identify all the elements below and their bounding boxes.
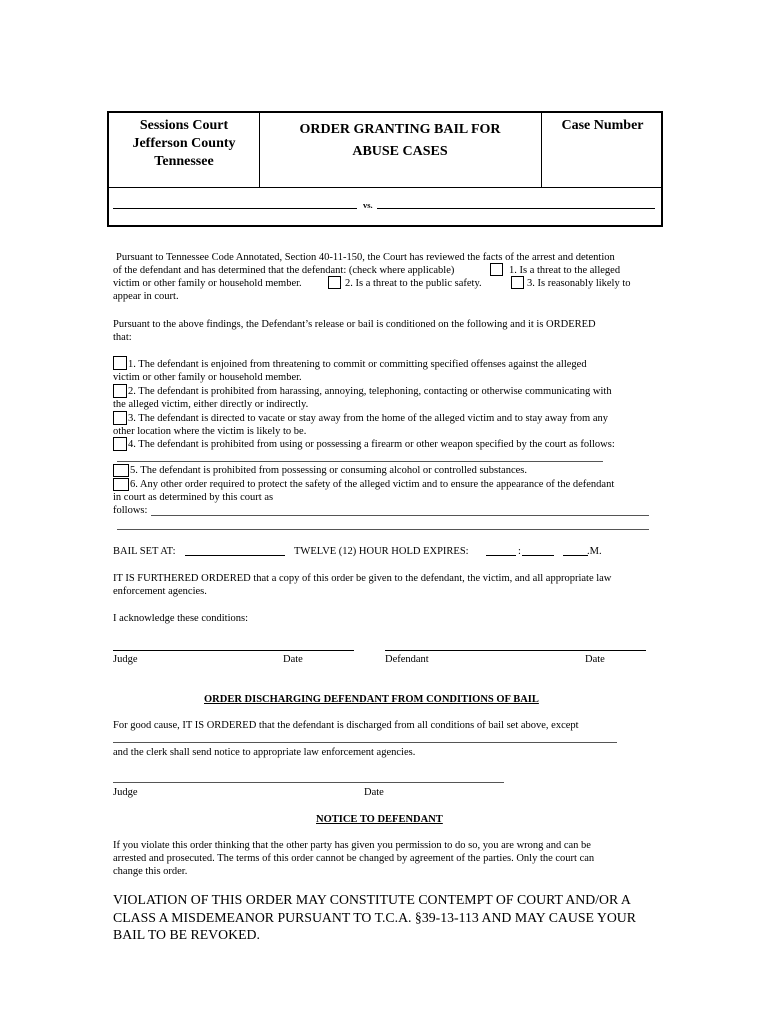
- discharge-line-2: and the clerk shall send notice to appropriate law enforcement agencies.: [113, 747, 416, 758]
- warning-line-3: BAIL TO BE REVOKED.: [113, 927, 260, 943]
- condition-2-text-cont: the alleged victim, either directly or indirectly.: [113, 399, 309, 410]
- hold-m-suffix: .M.: [587, 546, 602, 557]
- condition-4-checkbox[interactable]: [113, 437, 127, 451]
- condition-6-text: 6. Any other order required to protect the safety of the alleged victim and to ensure the appearance of the defendant: [130, 479, 615, 490]
- hold-hour-field[interactable]: [486, 555, 516, 556]
- condition-1-text: 1. The defendant is enjoined from threatening to commit or committing specified offenses against the alleged: [128, 359, 587, 370]
- condition-3-checkbox[interactable]: [113, 411, 127, 425]
- hold-time-colon: :: [518, 546, 521, 557]
- condition-5-checkbox[interactable]: [113, 464, 129, 477]
- condition-2-text: 2. The defendant is prohibited from harassing, annoying, telephoning, contacting or otherwise communicating with: [128, 386, 612, 397]
- discharge-judge-label: Judge: [113, 787, 138, 798]
- defendant-line[interactable]: [377, 208, 655, 209]
- header-box: [107, 111, 663, 227]
- discharge-date-label: Date: [364, 787, 384, 798]
- discharge-heading: ORDER DISCHARGING DEFENDANT FROM CONDITIONS OF BAIL: [204, 694, 539, 705]
- court-line-2: Jefferson County: [132, 136, 236, 151]
- acknowledge-text: I acknowledge these conditions:: [113, 613, 249, 624]
- form-title-line-2: ABUSE CASES: [352, 144, 448, 159]
- notice-line-3: change this order.: [113, 866, 188, 877]
- condition-6-follows: follows:: [113, 505, 148, 516]
- notice-line-1: If you violate this order thinking that the other party has given you permission to do so, you are wrong and can be: [113, 840, 591, 851]
- discharge-line-1: For good cause, IT IS ORDERED that the defendant is discharged from all conditions of bail set above, except: [113, 720, 579, 731]
- condition-2-checkbox[interactable]: [113, 384, 127, 398]
- weapon-specification-line[interactable]: [117, 461, 603, 462]
- notice-heading: NOTICE TO DEFENDANT: [316, 814, 443, 825]
- threat-victim-label: 1. Is a threat to the alleged: [509, 265, 621, 276]
- header-top-row: [109, 113, 661, 188]
- court-name: [109, 117, 259, 171]
- condition-6-checkbox[interactable]: [113, 478, 129, 491]
- intro-line-3: victim or other family or household member.: [113, 278, 302, 289]
- plaintiff-line[interactable]: [113, 208, 357, 209]
- case-number-label: Case Number: [561, 118, 644, 133]
- judge-signature-line[interactable]: [113, 650, 354, 651]
- intro-line-4: appear in court.: [113, 291, 179, 302]
- condition-6-text-cont: in court as determined by this court as: [113, 492, 274, 503]
- further-ordered-line-2: enforcement agencies.: [113, 586, 207, 597]
- findings-line-2: that:: [113, 332, 132, 343]
- hold-minute-field[interactable]: [522, 555, 554, 556]
- bail-set-at-label: BAIL SET AT:: [113, 546, 176, 557]
- form-title: [259, 119, 541, 163]
- notice-line-2: arrested and prosecuted. The terms of this order cannot be changed by agreement of the parties. Only the court can: [113, 853, 595, 864]
- intro-line-1: Pursuant to Tennessee Code Annotated, Section 40-11-150, the Court has reviewed the facts of the arrest and detention: [116, 252, 615, 263]
- condition-4-text: 4. The defendant is prohibited from using or possessing a firearm or other weapon specified by the court as follows:: [128, 439, 615, 450]
- likely-appear-label: 3. Is reasonably likely to: [527, 278, 631, 289]
- violation-warning: [113, 891, 673, 944]
- warning-line-1: VIOLATION OF THIS ORDER MAY CONSTITUTE CONTEMPT OF COURT AND/OR A: [113, 892, 631, 907]
- condition-1-checkbox[interactable]: [113, 356, 127, 370]
- warning-line-2: CLASS A MISDEMEANOR PURSUANT TO T.C.A. §39-13-113 AND MAY CAUSE YOUR: [113, 909, 636, 925]
- condition-1-text-cont: victim or other family or household member.: [113, 372, 302, 383]
- likely-appear-checkbox[interactable]: [511, 276, 524, 289]
- defendant-signature-line[interactable]: [385, 650, 646, 651]
- hold-ampm-field[interactable]: [563, 555, 588, 556]
- vs-label: vs.: [363, 200, 373, 210]
- form-title-line-1: ORDER GRANTING BAIL FOR: [299, 122, 501, 137]
- court-line-1: Sessions Court: [139, 118, 229, 133]
- condition-3-text: 3. The defendant is directed to vacate or stay away from the home of the alleged victim and to stay away from any: [128, 413, 609, 424]
- defendant-date-label: Date: [585, 654, 605, 665]
- bail-amount-field[interactable]: [185, 555, 285, 556]
- court-line-3: Tennessee: [154, 154, 214, 169]
- threat-victim-checkbox[interactable]: [490, 263, 503, 276]
- discharge-judge-signature-line[interactable]: [113, 782, 504, 783]
- judge-label: Judge: [113, 654, 138, 665]
- judge-date-label: Date: [283, 654, 303, 665]
- condition-3-text-cont: other location where the victim is likely to be.: [113, 426, 307, 437]
- defendant-label: Defendant: [385, 654, 429, 665]
- discharge-exception-line[interactable]: [113, 742, 617, 743]
- findings-line-1: Pursuant to the above findings, the Defendant’s release or bail is conditioned on the following and it is ORDERED: [113, 319, 596, 330]
- threat-public-label: 2. Is a threat to the public safety.: [345, 278, 482, 289]
- further-ordered-line-1: IT IS FURTHERED ORDERED that a copy of this order be given to the defendant, the victim, and all appropriate law: [113, 573, 612, 584]
- intro-line-2: of the defendant and has determined that the defendant: (check where applicable): [113, 265, 455, 276]
- other-order-line-1[interactable]: [151, 515, 649, 516]
- condition-5-text: 5. The defendant is prohibited from possessing or consuming alcohol or controlled substances.: [130, 465, 527, 476]
- threat-public-checkbox[interactable]: [328, 276, 341, 289]
- hold-expires-label: TWELVE (12) HOUR HOLD EXPIRES:: [294, 546, 469, 557]
- other-order-line-2[interactable]: [117, 529, 649, 530]
